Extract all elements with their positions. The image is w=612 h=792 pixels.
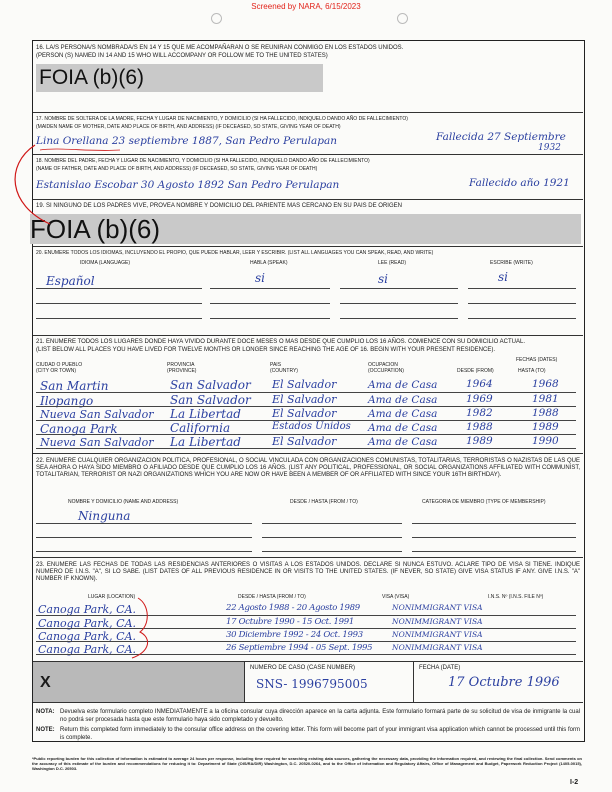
q21-from: 1989 [466, 435, 493, 447]
nota-label: NOTA: [36, 709, 55, 715]
q21-from: 1982 [466, 407, 493, 419]
q23-visa: NONIMMIGRANT VISA [392, 603, 483, 612]
q21-country: Estados Unidos [272, 421, 351, 432]
q21-subheader-country: (COUNTRY) [270, 368, 298, 374]
q21-label-es: 21. ENUMERE TODOS LOS LUGARES DONDE HAYA VIVIDO DURANTE DOCE MESES O MAS DESDE QUE CUMPLIO LOS 16 AÑOS. COMIENCE CON SU DOMICILIO ACTUAL. [36, 339, 525, 345]
q23-header-visa: VISA (VISA) [382, 594, 410, 600]
q20-header-language: IDIOMA (LANGUAGE) [80, 260, 131, 266]
q17-label-es: 17. NOMBRE DE SOLTERA DE LA MADRE, FECHA Y LUGAR DE NACIMIENTO, Y DOMICILIO (SI HA FALLECIDO, INDIQUELO DANDO AÑO DE FALLECIMIENTO) [36, 116, 408, 122]
q23-header-file: I.N.S. Nº (I.N.S. FILE Nº) [488, 594, 544, 600]
q21-country: El Salvador [272, 407, 337, 420]
q22-header-name: NOMBRE Y DOMICILIO (NAME AND ADDRESS) [68, 499, 179, 505]
q21-header-city: CIUDAD O PUEBLO [36, 362, 83, 368]
q18-label-es: 18. NOMBRE DEL PADRE, FECHA Y LUGAR DE NACIMIENTO, Y DOMICILIO (SI HA FALLECIDO, INDIQUELO DANDO AÑO DE FALLECIMIENTO) [36, 158, 370, 164]
case-date-label: FECHA (DATE) [419, 665, 461, 671]
q21-province: La Libertad [170, 407, 241, 421]
case-number-value: SNS- 1996795005 [256, 677, 368, 691]
q21-occupation: Ama de Casa [368, 394, 438, 406]
q20-header-read: LEE (READ) [378, 260, 407, 266]
q21-to: 1990 [532, 435, 559, 447]
q21-header-province: PROVINCIA [167, 362, 195, 368]
q21-city: San Martin [40, 379, 109, 393]
case-x-mark: X [40, 674, 51, 691]
q21-occupation: Ama de Casa [368, 408, 438, 420]
q21-header-occupation: OCUPACION [368, 362, 398, 368]
q21-country: El Salvador [272, 378, 337, 391]
q23-dates: 26 Septiembre 1994 - 05 Sept. 1995 [226, 643, 373, 653]
q22-label: 22. ENUMERE CUALQUIER ORGANIZACION POLITICA, PROFESIONAL, O SOCIAL VINCULADA CON ORGANIZACIONES COMUNISTAS, TOTALITARIAS, TERRORISTAS O NAZISTAS DE LAS QUE SEA AHORA O HAYA SIDO MIEMBRO O AFILIADO DESDE QUE CUMPLIO LOS 16 AÑOS. (LIST ANY POLITICAL, PROFESSIONAL, OR SOCIAL ORGANIZATIONS AFFILIATED WITH COMMUNIST, TOTALITARIAN, TERRORIST OR NAZI ORGANIZATIONS WHICH YOU ARE NOW OR HAVE BEEN A MEMBER OF OR AFFILIATED WITH SINCE YOUR 16TH BIRTHDAY). [36, 458, 580, 478]
q21-to: 1988 [532, 407, 559, 419]
q21-country: El Salvador [272, 393, 337, 406]
q21-subheader-city: (CITY OR TOWN) [36, 368, 76, 374]
q21-to: 1981 [532, 393, 559, 405]
nara-stamp: Screened by NARA, 6/15/2023 [251, 2, 361, 11]
q23-header-location: LUGAR (LOCATION) [88, 594, 136, 600]
q16-label-es: 16. LA/S PERSONA/S NOMBRADA/S EN 14 Y 15 QUE ME ACOMPAÑARAN O SE REUNIRAN CONMIGO EN LOS ESTADOS UNIDOS. [36, 45, 404, 51]
note-text: Return this completed form immediately to the consular office address on the covering letter. This form will become part of your immigrant visa application which cannot be processed until this form is complete. [60, 727, 580, 741]
q22-header-dates: DESDE / HASTA (FROM / TO) [290, 499, 358, 505]
q23-location: Canoga Park, CA. [38, 617, 137, 630]
q21-occupation: Ama de Casa [368, 379, 438, 391]
q20-header-speak: HABLA (SPEAK) [250, 260, 288, 266]
q21-dates-header: FECHAS (DATES) [516, 357, 558, 363]
red-ca-bracket [132, 598, 148, 658]
nota-text: Devuelva este formulario completo INMEDIATAMENTE a la oficina consular cuya dirección aparece en la carta adjunta. Este formulario formará parte de su solicitud de visa de inmigrante la cual no podrá ser procesada hasta que este formulario haya sido completado y devuelto. [60, 709, 580, 723]
q17-answer: Lina Orellana 23 septiembre 1887, San Pedro Perulapan [36, 135, 338, 147]
red-bracket-line [15, 145, 50, 224]
q23-location: Canoga Park, CA. [38, 630, 137, 643]
q21-header-to: HASTA (TO) [518, 368, 546, 374]
case-number-label: NUMERO DE CASO (CASE NUMBER) [250, 665, 356, 671]
q21-province: San Salvador [170, 378, 251, 392]
q21-country: El Salvador [272, 435, 337, 448]
q21-province: La Libertad [170, 435, 241, 449]
q18-answer: Estanislao Escobar 30 Agosto 1892 San Pedro Perulapan [36, 179, 340, 191]
q18-death: Fallecido año 1921 [469, 177, 570, 189]
q21-subheader-province: (PROVINCE) [167, 368, 197, 374]
q23-dates: 22 Agosto 1988 - 20 Agosto 1989 [226, 603, 360, 613]
q16-label-en: (PERSON (S) NAMED IN 14 AND 15 WHO WILL ACCOMPANY OR FOLLOW ME TO THE UNITED STATES) [36, 53, 328, 59]
q20-language: Español [46, 274, 95, 288]
q22-header-type: CATEGORIA DE MIEMBRO (TYPE OF MEMBERSHIP) [422, 499, 546, 505]
q23-dates: 17 Octubre 1990 - 15 Oct. 1991 [226, 617, 354, 627]
page-number: I-2 [570, 779, 579, 786]
q20-header-write: ESCRIBE (WRITE) [490, 260, 533, 266]
q16-redaction: FOIA (b)(6) [36, 64, 323, 92]
q23-visa: NONIMMIGRANT VISA [392, 643, 483, 652]
q23-visa: NONIMMIGRANT VISA [392, 617, 483, 626]
q22-answer: Ninguna [78, 509, 131, 523]
q23-visa: NONIMMIGRANT VISA [392, 630, 483, 639]
burden-statement: *Public reporting burden for this collection of information is estimated to average 24 hours per response, including time required for searching existing data sources, gathering the necessary data, providing the information required, and reviewing the final collection. Send comments on the accuracy of this estimate of the burden and recommendations for reducing it to: Department of State (OIS/RA/DIR) Washington, D.C. 20520-0264, and to the Office of Information and Regulatory Affairs, Office of Management and Budget, Paperwork Reduction Project (1405-0015), Washington D.C. 20503. [32, 756, 582, 771]
q20-read: si [378, 272, 388, 286]
q21-city: Ilopango [40, 394, 94, 408]
q23-dates: 30 Diciembre 1992 - 24 Oct. 1993 [226, 630, 363, 640]
q17-label-en: (MAIDEN NAME OF MOTHER, DATE AND PLACE OF BIRTH, AND ADDRESS) (IF DECEASED, SO STATE, GIVING YEAR OF DEATH) [36, 124, 341, 130]
q21-from: 1969 [466, 393, 493, 405]
q21-label-en: (LIST BELOW ALL PLACES YOU HAVE LIVED FOR TWELVE MONTHS OR LONGER SINCE REACHING THE AGE OF 16. BEGIN WITH YOUR PRESENT RESIDENCE). [36, 347, 495, 353]
q19-redaction: FOIA (b)(6) [30, 214, 581, 244]
note-label: NOTE: [36, 727, 55, 733]
q17-death-year: 1932 [538, 143, 561, 153]
q21-from: 1988 [466, 421, 493, 433]
red-q18-underline [40, 149, 120, 150]
q21-city: Canoga Park [40, 422, 118, 436]
q23-label: 23. ENUMERE LAS FECHAS DE TODAS LAS RESIDENCIAS ANTERIORES O VISITAS A LOS ESTADOS UNIDOS. DECLARE SI NUNCA ESTUVO. ACLARE TIPO DE VISA SI TIENE. INDIQUE NUMERO DE I.N.S. "A", SI LO SABE. (LIST DATES OF ALL PREVIOUS RESIDENCE IN OR VISITS TO THE UNITED STATES. (IF NEVER, SO STATE) GIVE VISA STATUS IF ANY. GIVE I.N.S. "A" NUMBER IF KNOWN). [36, 562, 580, 582]
q21-province: California [170, 421, 231, 435]
q21-province: San Salvador [170, 393, 251, 407]
q23-location: Canoga Park, CA. [38, 643, 137, 656]
q21-header-country: PAIS [270, 362, 282, 368]
q21-to: 1989 [532, 421, 559, 433]
q21-header-from: DESDE (FROM) [457, 368, 494, 374]
case-date-value: 17 Octubre 1996 [448, 675, 560, 690]
q20-write: si [498, 270, 508, 284]
q18-label-en: (NAME OF FATHER, DATE AND PLACE OF BIRTH, AND ADDRESS) (IF DECEASED, SO STATE, GIVING YEAR OF DEATH) [36, 166, 318, 172]
q21-occupation: Ama de Casa [368, 422, 438, 434]
q21-subheader-occupation: (OCCUPATION) [368, 368, 404, 374]
q21-city: Nueva San Salvador [40, 408, 154, 421]
q21-from: 1964 [466, 378, 493, 390]
q21-occupation: Ama de Casa [368, 436, 438, 448]
q23-header-dates: DESDE / HASTA (FROM / TO) [238, 594, 306, 600]
q20-speak: si [255, 271, 265, 285]
q21-city: Nueva San Salvador [40, 436, 154, 449]
q23-location: Canoga Park, CA. [38, 603, 137, 616]
q17-death: Fallecida 27 Septiembre [436, 131, 566, 143]
q21-to: 1968 [532, 378, 559, 390]
q20-label: 20. ENUMERE TODOS LOS IDIOMAS, INCLUYENDO EL PROPIO, QUE PUEDE HABLAR, LEER Y ESCRIBIR. (LIST ALL LANGUAGES YOU CAN SPEAK, READ, AND WRITE) [36, 250, 434, 256]
q19-label-es: 19. SI NINGUNO DE LOS PADRES VIVE, PROVEA NOMBRE Y DOMICILIO DEL PARIENTE MAS CERCANO EN SU PAIS DE ORIGEN [36, 203, 402, 209]
